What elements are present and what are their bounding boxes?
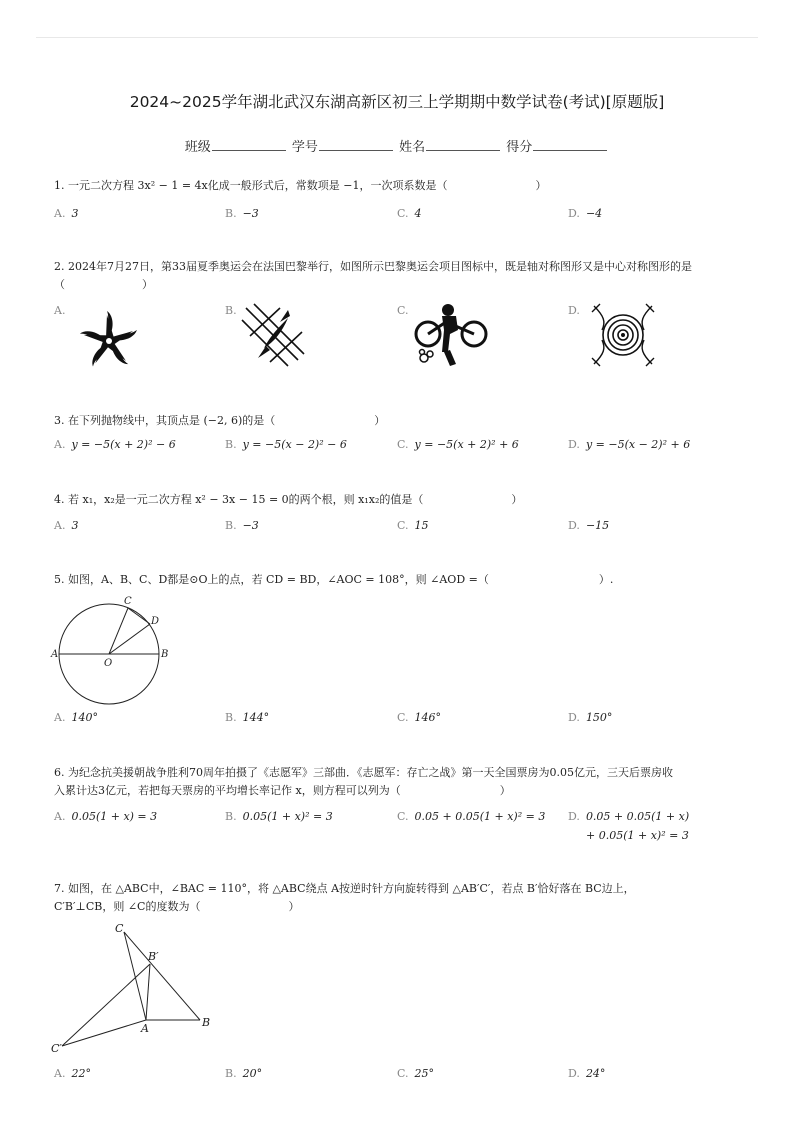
class-label: 班级 — [184, 140, 211, 155]
option-a[interactable]: A. 0.05(1 + x) = 3 — [54, 810, 158, 823]
question-text-line2: C′B′⊥CB，则 ∠C的度数为（ ） — [54, 900, 300, 913]
label-B-prime: B′ — [148, 950, 159, 963]
id-blank[interactable] — [319, 138, 393, 151]
option-a[interactable]: A. 3 — [54, 207, 79, 220]
question-text-line2: （ ） — [54, 278, 153, 291]
label-B: B — [161, 649, 169, 660]
circle-figure-q5 — [50, 594, 180, 706]
option-b[interactable]: B. y = −5(x − 2)² − 6 — [225, 438, 347, 451]
option-b[interactable]: B. 144° — [225, 711, 270, 724]
question-3 — [54, 412, 754, 430]
fencing-icon — [240, 302, 310, 368]
question-number: 3. — [54, 414, 65, 427]
option-c[interactable]: C. — [397, 304, 409, 317]
name-label: 姓名 — [399, 140, 426, 155]
option-d[interactable]: D. — [568, 304, 580, 317]
option-a[interactable]: A. 22° — [54, 1067, 91, 1080]
option-d[interactable]: D. y = −5(x − 2)² + 6 — [568, 438, 691, 451]
student-info-line — [0, 136, 794, 155]
id-label: 学号 — [291, 140, 318, 155]
option-d[interactable]: D. −4 — [568, 207, 603, 220]
option-b[interactable]: B. −3 — [225, 519, 259, 532]
option-d[interactable]: D. 24° — [568, 1067, 606, 1080]
question-number: 2. — [54, 260, 65, 273]
name-blank[interactable] — [426, 138, 500, 151]
triangle-figure-q7 — [48, 920, 228, 1058]
question-text: 如图，在 △ABC中，∠BAC = 110°，将 △ABC绕点 A按逆时针方向旋转得到 △AB′C′，若点 B′恰好落在 BC边上， — [68, 882, 635, 895]
option-d-line2: + 0.05(1 + x)² = 3 — [586, 829, 689, 842]
option-c[interactable]: C. 0.05 + 0.05(1 + x)² = 3 — [397, 810, 546, 823]
option-c[interactable]: C. 4 — [397, 207, 422, 220]
label-D: D — [151, 616, 160, 627]
question-number: 1. — [54, 179, 65, 192]
option-c[interactable]: C. 146° — [397, 711, 442, 724]
question-text: 如图，A、B、C、D都是⊙O上的点，若 CD = BD，∠AOC = 108°，则 ∠AOD =（ ）. — [68, 573, 614, 586]
question-number: 5. — [54, 573, 65, 586]
option-c[interactable]: C. 25° — [397, 1067, 435, 1080]
cycling-icon — [412, 300, 488, 368]
option-a[interactable]: A. — [54, 304, 66, 317]
option-b[interactable]: B. −3 — [225, 207, 259, 220]
question-number: 4. — [54, 493, 65, 506]
question-text: 为纪念抗美援朝战争胜利70周年拍摄了《志愿军》三部曲．《志愿军：存亡之战》第一天全国票房为0.05亿元，三天后票房收 — [68, 766, 673, 779]
label-B: B — [202, 1016, 211, 1029]
option-a[interactable]: A. 140° — [54, 711, 98, 724]
label-A: A — [51, 649, 59, 660]
question-text: 若 x₁，x₂是一元二次方程 x² − 3x − 15 = 0的两个根，则 x₁x₂的值是（ ） — [68, 493, 523, 506]
option-b[interactable]: B. 20° — [225, 1067, 263, 1080]
question-text: 在下列抛物线中，其顶点是 (−2, 6)的是（ ） — [68, 414, 386, 427]
class-blank[interactable] — [212, 138, 286, 151]
pinwheel-icon — [74, 310, 144, 372]
question-number: 6. — [54, 766, 65, 779]
question-4 — [54, 491, 754, 509]
question-text: 2024年7月27日，第33届夏季奥运会在法国巴黎举行，如图所示巴黎奥运会项目图标中，既是轴对称图形又是中心对称图形的是 — [68, 260, 692, 273]
option-d[interactable]: D. −15 — [568, 519, 610, 532]
page-title: 2024~2025学年湖北武汉东湖高新区初三上学期期中数学试卷(考试)[原题版] — [129, 93, 665, 111]
option-d[interactable]: D. 0.05 + 0.05(1 + x) + 0.05(1 + x)² = 3 — [568, 810, 690, 842]
question-2 — [54, 258, 754, 294]
archery-target-icon — [590, 302, 656, 368]
question-number: 7. — [54, 882, 65, 895]
option-c[interactable]: C. y = −5(x + 2)² + 6 — [397, 438, 519, 451]
question-1 — [54, 177, 754, 195]
question-text: 一元二次方程 3x² − 1 = 4x化成一般形式后，常数项是 −1，一次项系数是（ ） — [68, 179, 547, 192]
label-A: A — [141, 1022, 149, 1035]
question-6 — [54, 764, 754, 800]
question-7 — [54, 880, 754, 916]
option-a[interactable]: A. 3 — [54, 519, 79, 532]
option-a[interactable]: A. y = −5(x + 2)² − 6 — [54, 438, 176, 451]
label-C: C — [115, 922, 124, 935]
option-d[interactable]: D. 150° — [568, 711, 613, 724]
top-divider — [36, 37, 758, 38]
option-c[interactable]: C. 15 — [397, 519, 429, 532]
option-b[interactable]: B. — [225, 304, 237, 317]
option-b[interactable]: B. 0.05(1 + x)² = 3 — [225, 810, 333, 823]
question-text-line2: 入累计达3亿元，若把每天票房的平均增长率记作 x，则方程可以列为（ ） — [54, 784, 511, 797]
label-C: C — [124, 596, 132, 607]
score-label: 得分 — [506, 140, 533, 155]
label-C-prime: C′ — [51, 1042, 62, 1055]
score-blank[interactable] — [533, 138, 607, 151]
label-O: O — [104, 658, 113, 669]
question-5 — [54, 571, 754, 589]
